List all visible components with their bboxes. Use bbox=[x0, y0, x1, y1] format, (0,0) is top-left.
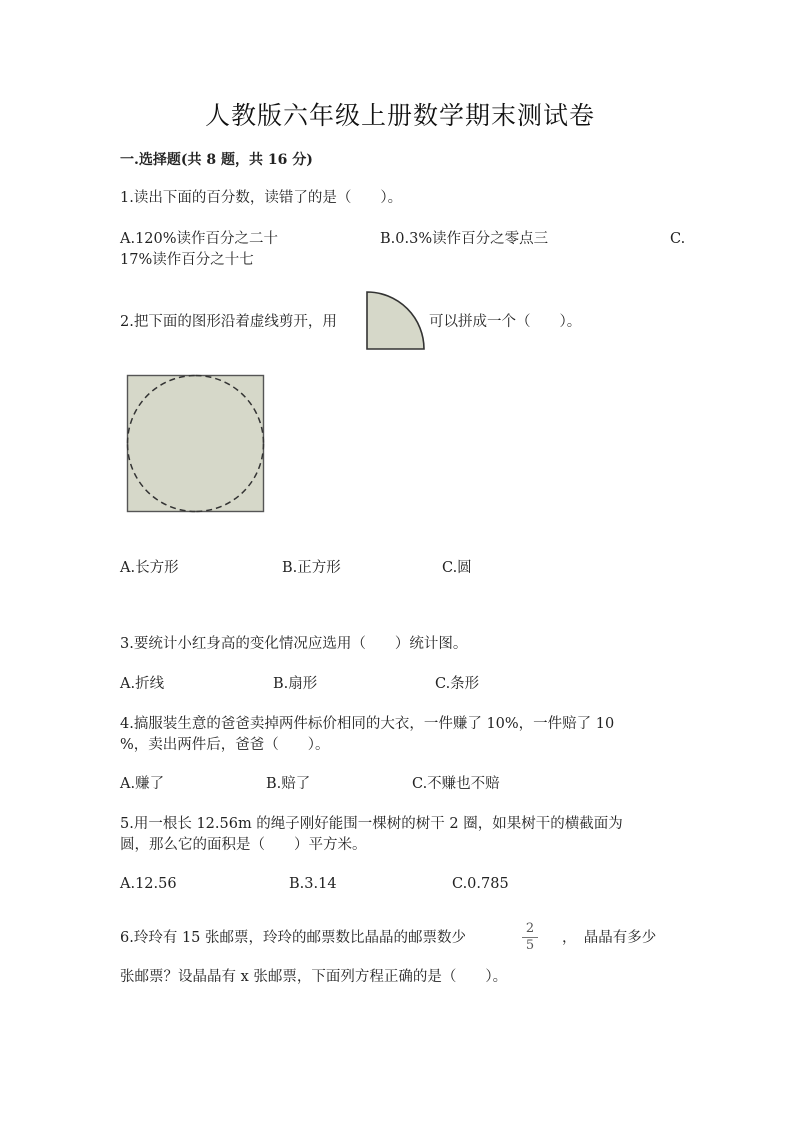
square-dashed-curve-figure bbox=[126, 374, 266, 514]
question-4-option-a: A.赚了 bbox=[120, 776, 165, 792]
question-3-stem: 3.要统计小红身高的变化情况应选用（ ）统计图。 bbox=[120, 636, 468, 652]
question-4-option-b: B.赔了 bbox=[266, 776, 311, 792]
question-6-stem-before: 6.玲玲有 15 张邮票，玲玲的邮票数比晶晶的邮票数少 bbox=[120, 930, 467, 946]
fraction-denominator: 5 bbox=[525, 938, 535, 953]
question-1-option-b: B.0.3%读作百分之零点三 bbox=[380, 231, 549, 247]
question-5-option-a: A.12.56 bbox=[120, 876, 177, 892]
section-heading: 一.选择题(共 8 题，共 16 分) bbox=[120, 152, 313, 168]
question-3-option-b: B.扇形 bbox=[273, 676, 318, 692]
question-5-option-b: B.3.14 bbox=[289, 876, 337, 892]
question-5-stem-line-2: 圆，那么它的面积是（ ）平方米。 bbox=[120, 837, 367, 853]
question-3-option-a: A.折线 bbox=[120, 676, 165, 692]
question-2-option-a: A.长方形 bbox=[120, 560, 179, 576]
question-6-stem-after: ， 晶晶有多少 bbox=[562, 930, 657, 946]
page-title: 人教版六年级上册数学期末测试卷 bbox=[204, 101, 595, 130]
question-4-stem-line-2: %，卖出两件后，爸爸（ ）。 bbox=[120, 737, 330, 753]
question-2-stem-after: 可以拼成一个（ ）。 bbox=[429, 314, 582, 330]
question-5-option-c: C.0.785 bbox=[452, 876, 509, 892]
question-1-option-c: C. bbox=[670, 231, 686, 247]
question-4-option-c: C.不赚也不赔 bbox=[412, 776, 500, 792]
question-3-option-c: C.条形 bbox=[435, 676, 480, 692]
question-6-stem-line-2: 张邮票？设晶晶有 x 张邮票，下面列方程正确的是（ ）。 bbox=[120, 969, 508, 985]
question-2-option-b: B.正方形 bbox=[282, 560, 341, 576]
question-1-option-c-continued: 17%读作百分之十七 bbox=[120, 252, 254, 268]
question-5-stem-line-1: 5.用一根长 12.56m 的绳子刚好能围一棵树的树干 2 圈，如果树干的横截面为 bbox=[120, 816, 623, 832]
question-2-option-c: C.圆 bbox=[442, 560, 472, 576]
question-2-stem-before: 2.把下面的图形沿着虚线剪开，用 bbox=[120, 314, 337, 330]
quarter-circle-figure bbox=[364, 289, 428, 351]
fraction-two-fifths bbox=[522, 922, 538, 953]
question-1-stem: 1.读出下面的百分数，读错了的是（ ）。 bbox=[120, 190, 403, 206]
question-4-stem-line-1: 4.搞服装生意的爸爸卖掉两件标价相同的大衣，一件赚了 10%，一件赔了 10 bbox=[120, 716, 615, 732]
fraction-numerator: 2 bbox=[525, 921, 535, 936]
question-1-option-a: A.120%读作百分之二十 bbox=[120, 231, 279, 247]
